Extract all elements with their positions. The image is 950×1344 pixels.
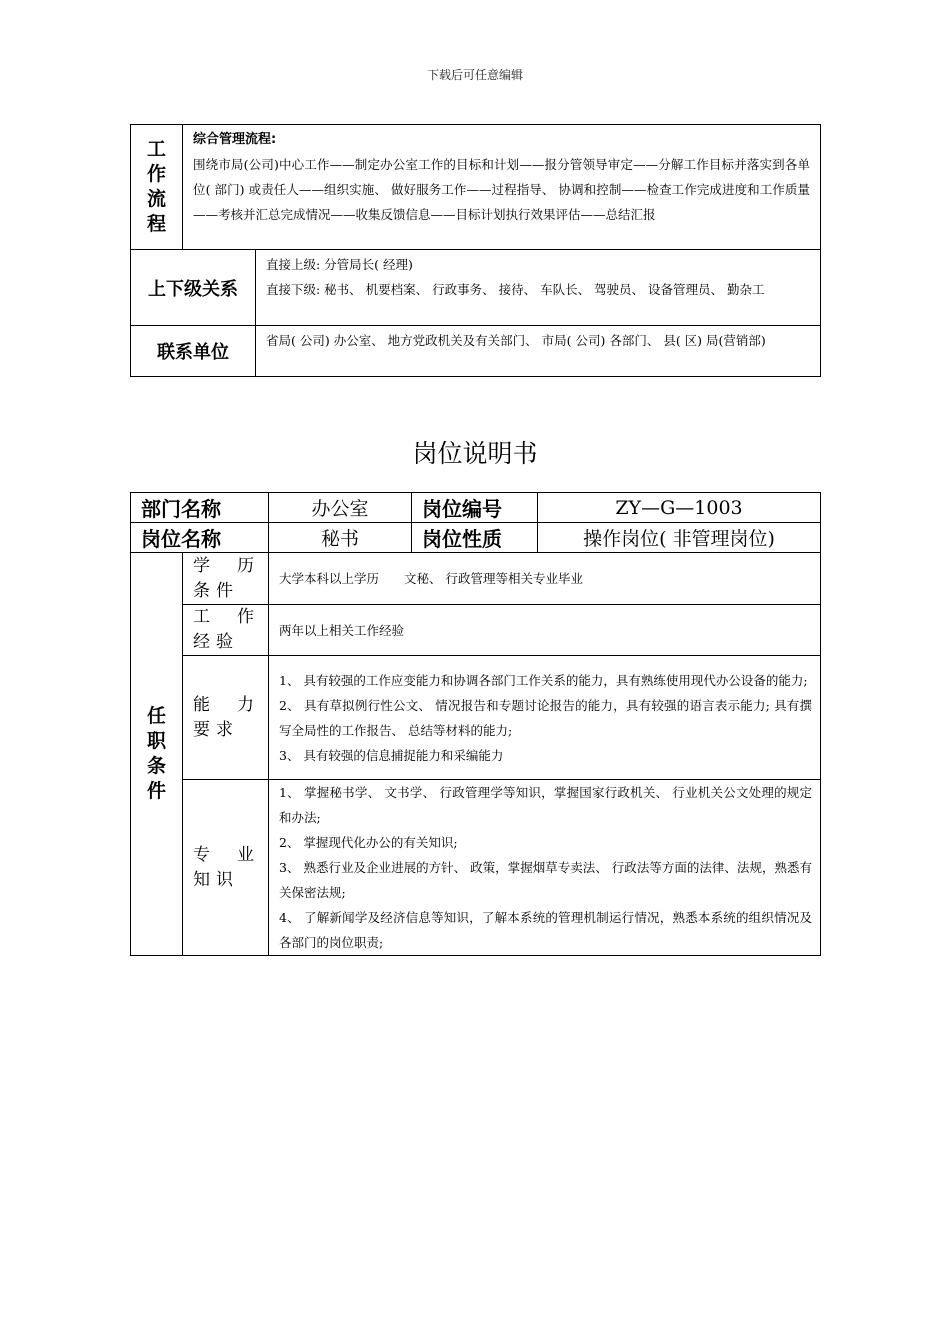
nature-value: 操作岗位( 非管理岗位) (538, 523, 821, 553)
post-label: 岗位名称 (131, 523, 269, 553)
ability-label: 能力要求 (183, 656, 269, 780)
knowledge-label: 专业知识 (183, 780, 269, 956)
qualification-label-text: 任 职 条 件 (146, 705, 166, 802)
workflow-text: 围绕市局(公司)中心工作——制定办公室工作的目标和计划——报分管领导审定——分解工作目标并落实到各单位( 部门) 或责任人——组织实施、 做好服务工作——过程指导、 协调和控制——检查工作完成进度和工作质量——考核并汇总完成情况——收集反馈信息——目标计划执行效果评估——总结汇报 (193, 157, 810, 222)
code-label: 岗位编号 (412, 493, 538, 523)
workflow-label-text: 工 作 流 程 (146, 138, 166, 235)
job-description-table (130, 492, 821, 956)
education-label: 学历条件 (183, 553, 269, 605)
workflow-title: 综合管理流程: (193, 132, 277, 147)
code-value: ZY—G—1003 (538, 493, 821, 523)
knowledge-item: 3、 熟悉行业及企业进展的方针、 政策，掌握烟草专卖法、 行政法等方面的法律、法规，熟悉有关保密法规; (279, 860, 812, 900)
ability-item: 3、 具有较强的信息捕捉能力和采编能力 (279, 747, 504, 763)
contacts-text: 省局( 公司) 办公室、 地方党政机关及有关部门、 市局( 公司) 各部门、 县( 区) 局(营销部) (256, 326, 821, 377)
dept-label: 部门名称 (131, 493, 269, 523)
workflow-label (131, 125, 183, 250)
ability-item: 1、 具有较强的工作应变能力和协调各部门工作关系的能力，具有熟练使用现代办公设备的能力; (279, 672, 808, 688)
nature-label: 岗位性质 (412, 523, 538, 553)
qualification-label (131, 553, 183, 956)
post-value: 秘书 (269, 523, 412, 553)
knowledge-item: 4、 了解新闻学及经济信息等知识，了解本系统的管理机制运行情况，熟悉本系统的组织情况及各部门的岗位职责; (279, 910, 812, 950)
relations-label: 上下级关系 (131, 250, 256, 326)
header-note: 下载后可任意编辑 (426, 68, 523, 82)
dept-value: 办公室 (269, 493, 412, 523)
superior-text: 直接上级: 分管局长( 经理) (266, 257, 413, 272)
workflow-table (130, 124, 821, 377)
education-text: 大学本科以上学历 文秘、 行政管理等相关专业毕业 (269, 553, 821, 605)
doc-title: 岗位说明书 (412, 439, 538, 468)
experience-label: 工作经验 (183, 605, 269, 656)
contacts-label: 联系单位 (131, 326, 256, 377)
subordinate-text: 直接下级: 秘书、 机要档案、 行政事务、 接待、 车队长、 驾驶员、 设备管理员、 勤杂工 (266, 282, 765, 297)
knowledge-item: 1、 掌握秘书学、 文书学、 行政管理学等知识，掌握国家行政机关、 行业机关公文处理的规定和办法; (279, 785, 812, 825)
knowledge-item: 2、 掌握现代化办公的有关知识; (279, 835, 458, 850)
experience-text: 两年以上相关工作经验 (269, 605, 821, 656)
ability-item: 2、 具有草拟例行性公文、 情况报告和专题讨论报告的能力，具有较强的语言表示能力; 具有撰写全局性的工作报告、 总结等材料的能力; (279, 697, 812, 738)
